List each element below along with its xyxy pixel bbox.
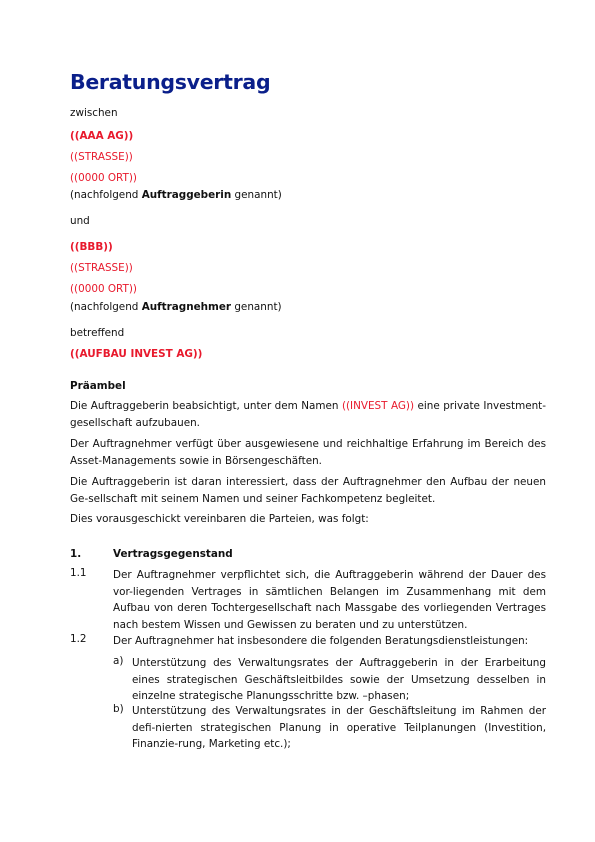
party2-street: ((STRASSE)) (70, 262, 133, 274)
and-label: und (70, 215, 90, 227)
preamble-paragraph-3: Die Auftraggeberin ist daran interessiert, dass der Auftragnehmer den Aufbau der neuen Ge-sellschaft mit seinem Namen und seiner Fachkompetenz begleitet. (70, 476, 546, 505)
party2-role-prefix: (nachfolgend (70, 301, 142, 313)
preamble-paragraph-1 (70, 398, 546, 431)
regarding-label: betreffend (70, 327, 125, 339)
party1-name: ((AAA AG)) (70, 130, 134, 142)
document-title: Beratungsvertrag (70, 70, 271, 94)
preamble-paragraph-4: Dies vorausgeschickt vereinbaren die Parteien, was folgt: (70, 513, 369, 525)
clause-1-2-number: 1.2 (70, 633, 87, 645)
party1-role: Auftraggeberin (141, 189, 232, 201)
item-b-letter: b) (113, 703, 124, 715)
between-label: zwischen (70, 107, 118, 119)
preamble-heading: Präambel (70, 380, 126, 392)
party1-street: ((STRASSE)) (70, 151, 133, 163)
party1-role-suffix: genannt) (231, 189, 282, 201)
party1-role-line (70, 189, 282, 201)
item-b-text: Unterstützung des Verwaltungsrates in der Geschäftsleitung im Rahmen der defi-nierten strategischen Planung in operative Teilplanungen (Investition, Finanzie-rung, Marketing etc.); (132, 705, 546, 750)
party1-role-prefix: (nachfolgend (70, 189, 142, 201)
item-a-text: Unterstützung des Verwaltungsrates der Auftraggeberin in der Erarbeitung eines strategischen Geschäftsleitbildes sowie der Umsetzung desselben in einzelne strategische Planungsschritte bzw. –phasen; (132, 657, 546, 702)
preamble-p1-start: Die Auftraggeberin beabsichtigt, unter dem Namen (70, 400, 342, 412)
party1-city: ((0000 ORT)) (70, 172, 137, 184)
section-1-heading: Vertragsgegenstand (113, 548, 233, 560)
clause-1-1-number: 1.1 (70, 567, 87, 579)
contract-subject: ((AUFBAU INVEST AG)) (70, 348, 203, 360)
party2-role-line (70, 301, 282, 313)
party2-role: Auftragnehmer (141, 301, 232, 313)
preamble-paragraph-2: Der Auftragnehmer verfügt über ausgewiesene und reichhaltige Erfahrung im Bereich des Asset-Managements sowie in Börsengeschäften. (70, 438, 546, 467)
preamble-p1-end: eine private Investment-gesellschaft aufzubauen. (70, 400, 546, 429)
party2-city: ((0000 ORT)) (70, 283, 137, 295)
clause-1-1-text: Der Auftragnehmer verpflichtet sich, die Auftraggeberin während der Dauer des vor-liegenden Vertrages in sämtlichen Belangen im Zusammenhang mit dem Aufbau von deren Tochtergesellschaft nach Massgabe des vorliegenden Vertrages nach bestem Wissen und Gewissen zu beraten und zu unterstützen. (113, 569, 546, 631)
party2-role-suffix: genannt) (231, 301, 282, 313)
section-1-number: 1. (70, 548, 82, 560)
preamble-p1-highlight: ((INVEST AG)) (341, 400, 415, 412)
item-a-letter: a) (113, 655, 124, 667)
party2-name: ((BBB)) (70, 241, 113, 253)
clause-1-2-text: Der Auftragnehmer hat insbesondere die folgenden Beratungsdienstleistungen: (113, 635, 529, 647)
